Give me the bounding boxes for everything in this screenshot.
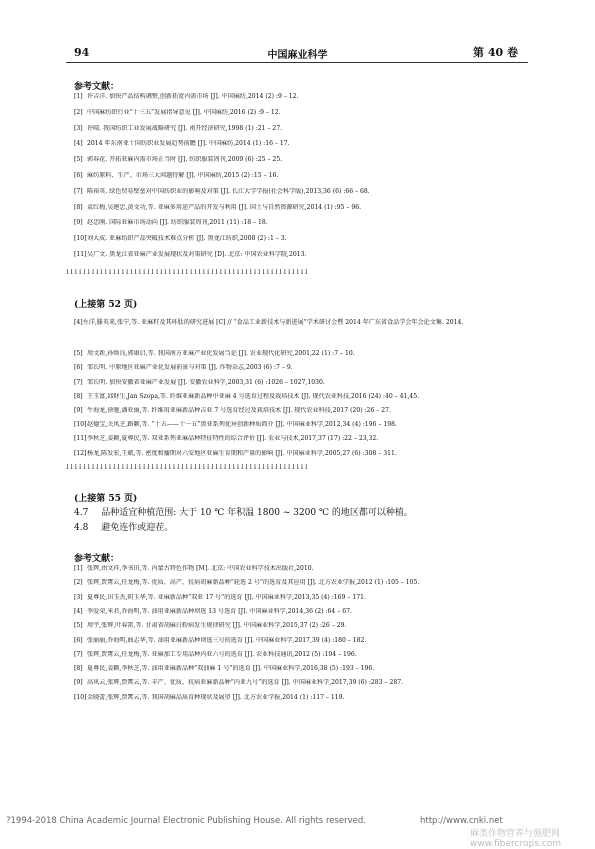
- page-number: 94: [74, 46, 90, 59]
- reference-number: [11]: [74, 251, 87, 258]
- reference-text: 周文新,孙焕良,郭康启,等. 我国南方亚麻产业化发展刍论 [J]. 农业现代化研究,2001,22 (1) :7 – 10.: [87, 350, 355, 358]
- reference-number: [6]: [74, 636, 83, 644]
- reference-item: [74, 156, 544, 163]
- reference-number: [5]: [74, 156, 83, 164]
- reference-number: [8]: [74, 203, 83, 211]
- reference-text: 许晴. 我国纺织工业发展战略研究 [J]. 南开经济研究,1998 (1) :21 – 27.: [87, 124, 283, 132]
- reference-item: [74, 421, 544, 428]
- reference-item: [74, 435, 544, 442]
- reference-item: [74, 679, 544, 686]
- reference-item: [74, 109, 544, 116]
- reference-number: [9]: [74, 679, 83, 687]
- watermark-text: 麻类作物营养与施肥网 www.fibercrops.com: [470, 829, 561, 849]
- body-paragraph: [74, 505, 413, 518]
- reference-text: 中国麻纺织行业“十三五”发展指导意见 [J]. 中国麻纺,2016 (2) :9 – 12.: [87, 108, 281, 116]
- reference-number: [4]: [74, 607, 83, 615]
- reference-item: [74, 364, 544, 371]
- reference-item: [74, 637, 544, 644]
- reference-text: 夏尊民,田玉杰,阴玉华,等. 亚麻新品种“双亚 17 号”的选育 [J]. 中国麻业科学,2013,35 (4) :169 – 171.: [87, 593, 366, 601]
- separator-line: ꟾꟾꟾꟾꟾꟾꟾꟾꟾꟾꟾꟾꟾꟾꟾꟾꟾꟾꟾꟾꟾꟾꟾꟾꟾꟾꟾꟾꟾꟾꟾꟾꟾꟾꟾꟾꟾꟾꟾꟾꟾꟾꟾꟾꟾꟾꟾꟾꟾꟾꟾꟾꟾꟾꟾꟾꟾ: [66, 464, 310, 470]
- reference-item: [74, 235, 544, 242]
- reference-item: [74, 379, 544, 386]
- reference-number: [6]: [74, 364, 83, 372]
- reference-number: [11]: [74, 435, 87, 443]
- reference-text: 张辉,由文祥,李书田,等. 内蒙古特色作物 [M]. 北京: 中国农业科学技术出版社,2010.: [87, 565, 314, 572]
- reference-number: [3]: [74, 593, 83, 601]
- volume-label: 第 40 卷: [473, 46, 518, 59]
- publisher-link[interactable]: http://www.cnki.net: [420, 816, 503, 826]
- copyright-text: ?1994-2018 China Academic Journal Electronic Publishing House. All rights reserved.: [6, 816, 366, 826]
- reference-item: [74, 579, 544, 586]
- reference-text: 赵德宝,关凤芝,路颖,等. “十五——十一五”黑亚系列优异创新种质简介 [J]. 中国麻业科学,2012,34 (4) :196 – 198.: [87, 421, 397, 429]
- reference-text: 2014 年东南亚十国纺织业发展趋势前瞻 [J]. 中国麻纺,2014 (1) :16 – 17.: [87, 140, 290, 148]
- reference-number: [1]: [74, 93, 83, 100]
- reference-number: [10]: [74, 421, 87, 429]
- reference-text: 郭春花. 开拓亚麻内需市场正当时 [J]. 纺织服装周刊,2009 (6) :25 – 25.: [87, 156, 283, 164]
- reference-item: [74, 608, 544, 615]
- reference-text: 杨龙,陈发宏,王斌,等. 密度和播期对六安地区亚麻生育期和产量的影响 [J]. 中国麻业科学,2005,27 (6) :308 – 311.: [87, 449, 397, 457]
- reference-text: 左洋,滕英来,张宁,等. 亚麻籽及其环肽的研究进展 [C] // “食品工业新技术与新进展”学术研讨会暨 2014 年广东省食品学会年会论文集. 2014.: [82, 319, 464, 326]
- journal-title: 中国麻业科学: [267, 50, 328, 61]
- body-text: 避免连作或迎茬。: [101, 523, 174, 533]
- reference-text: 牛海龙,徐驰,潘亚丽,等. 纤维用亚麻新品种吉亚 7 号选育经过及栽培技术 [J]. 现代农业科技,2017 (20) :26 – 27.: [87, 407, 391, 415]
- reference-number: [3]: [74, 124, 83, 132]
- references-heading: 参考文献：: [74, 554, 120, 564]
- reference-item: [74, 350, 544, 357]
- reference-text: 袁红梅,吴建忠,黄文功,等. 亚麻多用途产品的开发与利用 [J]. 国土与自然资源研究,2014 (1) :95 – 96.: [87, 203, 362, 211]
- reference-item: [74, 594, 544, 601]
- reference-text: 李秋芝,姜颖,夏尊民,等. 双亚系列亚麻品种特征特性的综合评价 [J]. 农业与技术,2017,37 (17) :22 – 23,32.: [87, 435, 379, 443]
- reference-number: [7]: [74, 187, 83, 195]
- reference-number: [1]: [74, 565, 83, 572]
- reference-text: 麻纺原料、生产、市场三大问题待解 [J]. 中国麻纺,2015 (2) :15 – 16.: [87, 172, 279, 179]
- separator-line: ꟾꟾꟾꟾꟾꟾꟾꟾꟾꟾꟾꟾꟾꟾꟾꟾꟾꟾꟾꟾꟾꟾꟾꟾꟾꟾꟾꟾꟾꟾꟾꟾꟾꟾꟾꟾꟾꟾꟾꟾꟾꟾꟾꟾꟾꟾꟾꟾꟾꟾꟾꟾꟾꟾꟾꟾꟾ: [66, 269, 310, 275]
- reference-text: 吴广文. 黑龙江省亚麻产业发展现状及对策研究 [D]. 北京: 中国农业科学院,2013.: [87, 251, 307, 258]
- reference-number: [4]: [74, 140, 83, 148]
- reference-number: [5]: [74, 622, 83, 630]
- reference-item: [74, 219, 544, 226]
- reference-item: [74, 622, 544, 629]
- reference-item: [74, 694, 544, 701]
- reference-number: [2]: [74, 108, 83, 116]
- reference-number: [12]: [74, 449, 87, 457]
- reference-number: [9]: [74, 407, 83, 415]
- reference-number: [9]: [74, 219, 83, 227]
- body-paragraph: [74, 520, 173, 533]
- reference-text: 陈裕英. 绿色贸易壁垒对中国纺织业的影响及对策 [J]. 长江大学学报(社会科学版),2013,36 (6) :66 – 68.: [87, 187, 370, 195]
- section-number: 4.7: [74, 508, 89, 518]
- reference-number: [7]: [74, 650, 83, 658]
- reference-item: [74, 125, 544, 132]
- continued-from-label: (上接第 52 页): [74, 300, 138, 310]
- reference-item: [74, 393, 544, 400]
- body-text: 品种适宜种植范围: 大于 10 ℃ 年积温 1800 ~ 3200 ℃ 的地区都可以种植。: [101, 508, 413, 518]
- reference-number: [10]: [74, 235, 87, 243]
- reference-text: 高风云,张辉,贾霄云,等. 丰产、优质、抗病亚麻新品种“内亚九号”的选育 [J]. 中国麻业科学,2017,39 (6) :283 – 287.: [87, 679, 404, 687]
- reference-number: [4]: [74, 319, 83, 326]
- reference-item: [74, 188, 544, 195]
- references-heading: 参考文献：: [74, 82, 120, 92]
- continued-from-label: (上接第 55 页): [74, 494, 138, 504]
- reference-text: 张丽丽,乔海明,曲志华,等. 油用亚麻新品种坝选三号的选育 [J]. 中国麻业科学,2017,39 (4) :180 – 182.: [87, 636, 367, 644]
- reference-text: 许吉洋. 加快产品结构调整,创新拓宽内需市场 [J]. 中国麻纺,2014 (2) :9 – 12.: [87, 93, 299, 100]
- reference-text: 邹长明. 加快安徽省亚麻产业发展 [J]. 安徽农业科学,2003,31 (6) :1026 – 1027,1030.: [87, 378, 325, 386]
- reference-text: 赵忠刚. 国际亚麻市场动向 [J]. 纺织服装周刊,2011 (11) :18 – 18.: [87, 219, 268, 227]
- reference-item: [74, 251, 544, 258]
- reference-item: [74, 172, 544, 179]
- reference-item: [74, 450, 544, 457]
- reference-item: [74, 665, 544, 672]
- reference-text: 张辉,贾霄云,任龙梅,等. 优质、高产、抗病胡麻新品种“轮选 2 号”的选育及其应用 [J]. 北方农业学报,2012 (1) :105 – 105.: [87, 579, 420, 587]
- reference-number: [6]: [74, 172, 83, 179]
- reference-number: [10]: [74, 693, 87, 701]
- reference-text: 夏尊民,姜颖,李秋芝,等. 油用亚麻新品种“双油麻 1 号”的选育 [J]. 中国麻业科学,2016,38 (5) :193 – 196.: [87, 665, 375, 673]
- reference-item: [74, 407, 544, 414]
- reference-number: [2]: [74, 579, 83, 587]
- reference-text: 张辉,贾霄云,任龙梅,等. 亚麻加工专用品种内亚六号的选育 [J]. 农业科技通讯,2012 (5) :194 – 196.: [87, 650, 357, 658]
- reference-number: [7]: [74, 378, 83, 386]
- reference-item: [74, 319, 514, 327]
- reference-number: [8]: [74, 392, 83, 400]
- reference-item: [74, 93, 544, 100]
- reference-item: [74, 565, 544, 572]
- reference-number: [5]: [74, 350, 83, 358]
- reference-text: 李爱荣,米君,乔海明,等. 油用亚麻新品种坝选 13 号选育 [J]. 中国麻业科学,2014,36 (2) :64 – 67.: [87, 607, 352, 615]
- reference-number: [8]: [74, 665, 83, 673]
- reference-text: 王玉富,邱财生,Jan Szopa,等. 纤维亚麻新品种中亚麻 4 号选育过程及栽培技术 [J]. 现代农业科技,2016 (24) :40 – 41,45.: [87, 392, 420, 400]
- reference-item: [74, 651, 544, 658]
- reference-item: [74, 204, 544, 211]
- reference-text: 金晓蕾,张辉,贾霄云,等. 我国胡麻品质育种现状及展望 [J]. 北方农业学报,2014 (1) :117 – 119.: [87, 693, 345, 701]
- reference-text: 邹长明. 中原地区亚麻产业化发展前景与对策 [J]. 作物杂志,2003 (6) :7 – 9.: [87, 364, 293, 372]
- reference-text: 刘大成. 亚麻纺织产品突破技术难点分析 [J]. 黑龙江纺织,2008 (2) :1 – 3.: [87, 235, 287, 243]
- reference-text: 周宇,张辉,叶春雷,等. 甘肃省胡麻白粉病发生规律研究 [J]. 中国麻业科学,2015,37 (2) :26 – 29.: [87, 622, 347, 630]
- reference-item: [74, 140, 544, 147]
- header-rule: [66, 62, 528, 63]
- section-number: 4.8: [74, 523, 89, 533]
